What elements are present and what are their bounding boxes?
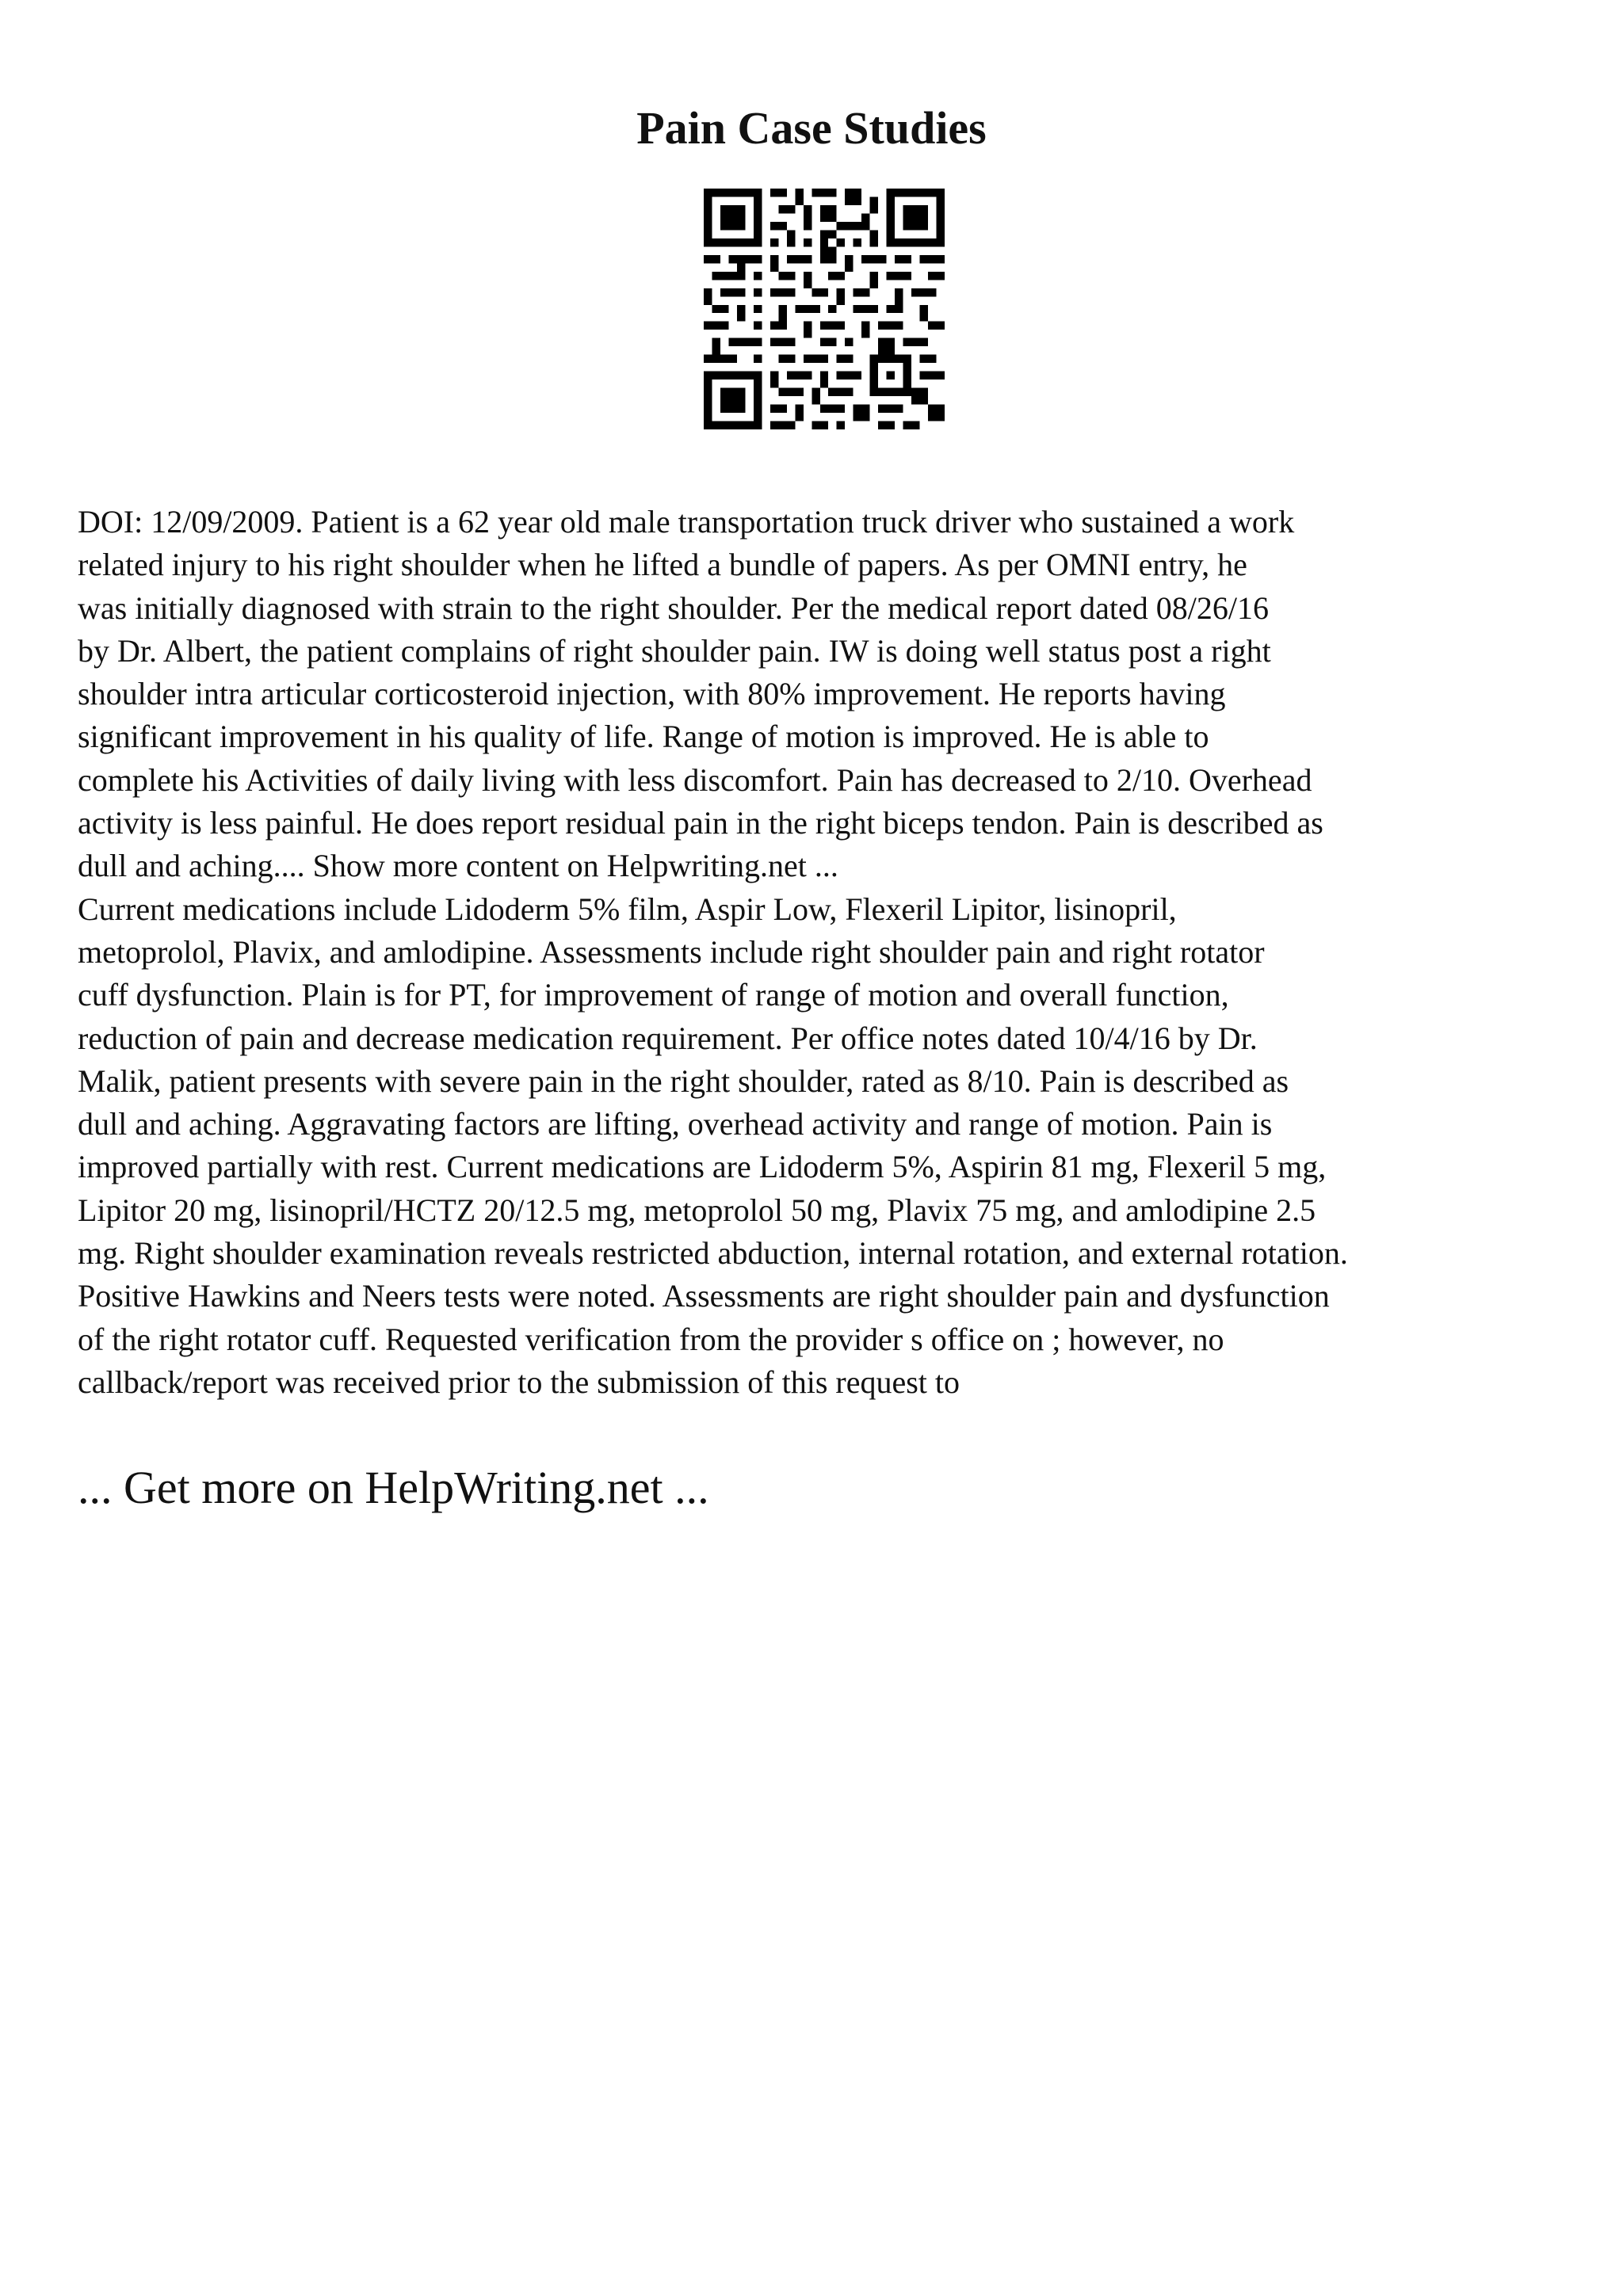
document-body [78,501,1568,1404]
qr-code-icon[interactable] [704,189,945,429]
paragraph-case-summary: DOI: 12/09/2009. Patient is a 62 year old male transportation truck driver who sustained a work related injury to his right shoulder when he lifted a bundle of papers. As per OMNI entry, he was initially diagnosed with strain to the right shoulder. Per the medical report dated 08/26/16 by Dr. Albert, the patient complains of right shoulder pain. IW is doing well status post a right shoulder intra articular corticosteroid injection, with 80% improvement. He reports having significant improvement in his quality of life. Range of motion is improved. He is able to complete his Activities of daily living with less discomfort. Pain has decreased to 2/10. Overhead activity is less painful. He does report residual pain in the right biceps tendon. Pain is described as dull and aching.... Show more content on Helpwriting.net ... [78,504,1323,884]
get-more-link[interactable]: ... Get more on HelpWriting.net ... [78,1462,709,1513]
page-title: Pain Case Studies [636,102,987,154]
paragraph-medications: Current medications include Lidoderm 5% film, Aspir Low, Flexeril Lipitor, lisinopril, metoprolol, Plavix, and amlodipine. Assessments include right shoulder pain and right rotator cuff dysfunction. Plain is for PT, for improvement of range of motion and overall function, reduction of pain and decrease medication requirement. Per office notes dated 10/4/16 by Dr. Malik, patient presents with severe pain in the right shoulder, rated as 8/10. Pain is described as dull and aching. Aggravating factors are lifting, overhead activity and range of motion. Pain is improved partially with rest. Current medications are Lidoderm 5%, Aspirin 81 mg, Flexeril 5 mg, Lipitor 20 mg, lisinopril/HCTZ 20/12.5 mg, metoprolol 50 mg, Plavix 75 mg, and amlodipine 2.5 mg. Right shoulder examination reveals restricted abduction, internal rotation, and external rotation. Positive Hawkins and Neers tests were noted. Assessments are right shoulder pain and dysfunction of the right rotator cuff. Requested verification from the provider s office on ; however, no callback/report was received prior to the submission of this request to [78,891,1348,1400]
